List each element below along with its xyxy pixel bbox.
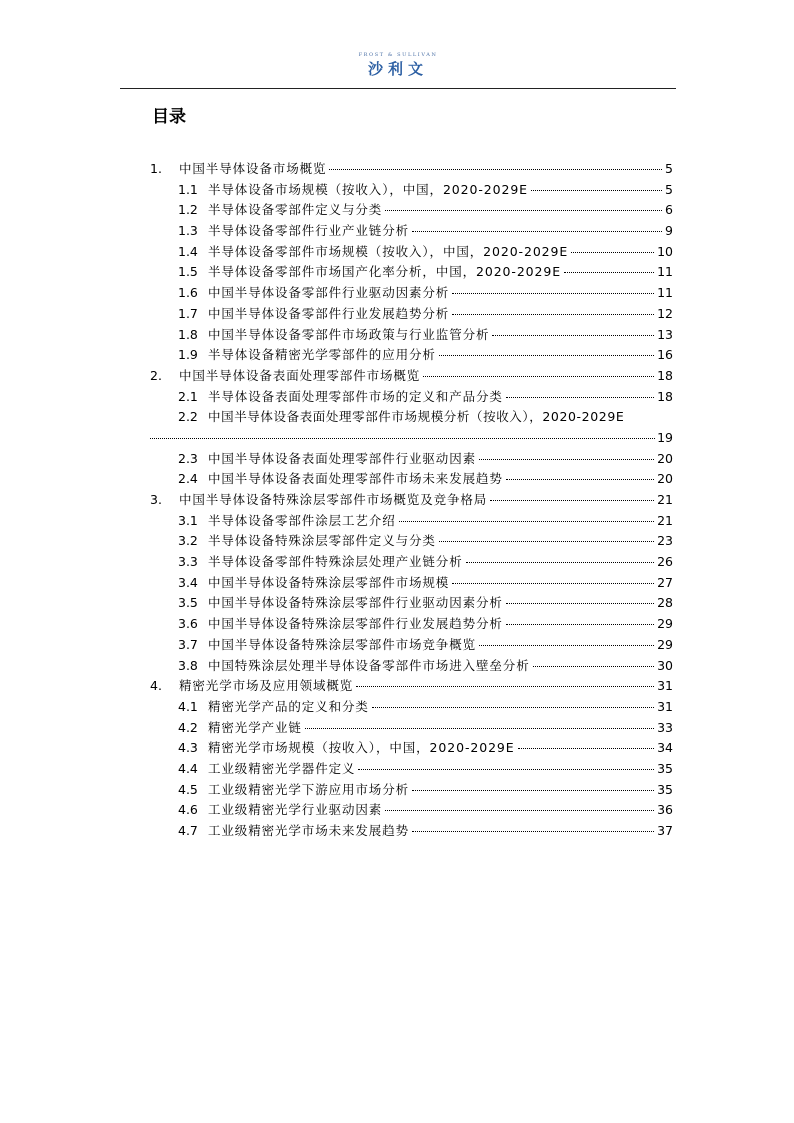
toc-entry-page: 29 xyxy=(657,616,673,632)
toc-entry-number: 1.6 xyxy=(178,285,198,301)
toc-entry-page: 36 xyxy=(657,802,673,818)
toc-entry-4-3[interactable] xyxy=(150,738,673,759)
toc-entry-number: 3.8 xyxy=(178,657,198,673)
toc-entry-number: 1.7 xyxy=(178,305,198,321)
toc-entry-number: 1.1 xyxy=(178,181,198,197)
toc-entry-page: 37 xyxy=(657,823,673,838)
toc-entry-page: 12 xyxy=(657,305,673,321)
toc-entry-text: 工业级精密光学器件定义 xyxy=(208,760,356,776)
toc-entry-page: 21 xyxy=(657,492,673,507)
dot-leader xyxy=(533,666,654,667)
toc-entry-1-5[interactable] xyxy=(150,262,673,283)
toc-entry-3-8[interactable] xyxy=(150,656,673,677)
toc-entry-number: 3.6 xyxy=(178,616,198,632)
toc-entry-page: 28 xyxy=(657,595,673,611)
dot-leader xyxy=(439,355,654,356)
toc-entry-number: 2. xyxy=(150,367,162,383)
toc-entry-page: 31 xyxy=(657,678,673,694)
toc-entry-page: 18 xyxy=(657,367,673,383)
toc-entry-text: 半导体设备特殊涂层零部件定义与分类 xyxy=(208,533,436,549)
toc-title: 目录 xyxy=(152,107,186,127)
toc-entry-2-1[interactable] xyxy=(150,387,673,408)
toc-entry-2-2-continued[interactable] xyxy=(150,428,673,449)
toc-entry-text: 中国半导体设备表面处理零部件行业驱动因素 xyxy=(208,450,477,466)
toc-entry-3-1[interactable] xyxy=(150,511,673,532)
toc-entry-page: 9 xyxy=(665,223,673,239)
dot-leader xyxy=(506,624,654,625)
dot-leader xyxy=(506,479,654,480)
toc-entry-number: 4.5 xyxy=(178,781,198,797)
toc-entry-text: 精密光学市场规模（按收入），中国，2020-2029E xyxy=(208,740,515,756)
toc-entry-page: 5 xyxy=(665,161,673,176)
toc-entry-number: 4.3 xyxy=(178,740,198,756)
toc-entry-page: 29 xyxy=(657,636,673,652)
toc-entry-text: 中国半导体设备特殊涂层零部件市场规模 xyxy=(208,574,450,590)
toc-entry-1-7[interactable] xyxy=(150,304,673,325)
toc-entry-3-4[interactable] xyxy=(150,573,673,594)
toc-entry-number: 4. xyxy=(150,678,162,694)
toc-entry-1-1[interactable] xyxy=(150,180,673,201)
dot-leader xyxy=(423,376,654,377)
toc-entry-page: 6 xyxy=(665,202,673,218)
toc-entry-3-5[interactable] xyxy=(150,593,673,614)
toc-entry-2-2[interactable] xyxy=(150,407,673,428)
toc-entry-4-4[interactable] xyxy=(150,759,673,780)
toc-entry-page: 18 xyxy=(657,388,673,404)
toc-entry-page: 11 xyxy=(657,285,673,301)
toc-entry-page: 16 xyxy=(657,347,673,363)
toc-entry-number: 1. xyxy=(150,161,162,176)
toc-entry-4-1[interactable] xyxy=(150,697,673,718)
toc-entry-1-9[interactable] xyxy=(150,345,673,366)
toc-entry-number: 1.4 xyxy=(178,243,198,259)
toc-entry-page: 33 xyxy=(657,719,673,735)
toc-entry-text: 精密光学产业链 xyxy=(208,719,302,735)
dot-leader xyxy=(452,293,654,294)
toc-entry-number: 1.5 xyxy=(178,264,198,280)
toc-entry-4-2[interactable] xyxy=(150,718,673,739)
toc-entry-1[interactable] xyxy=(150,159,673,180)
dot-leader xyxy=(492,335,654,336)
toc-entry-text: 精密光学市场及应用领域概览 xyxy=(179,678,354,694)
toc-entry-number: 4.1 xyxy=(178,698,198,714)
toc-entry-page: 35 xyxy=(657,760,673,776)
dot-leader xyxy=(452,314,654,315)
toc-entry-1-2[interactable] xyxy=(150,200,673,221)
dot-leader xyxy=(506,397,654,398)
toc-entry-text: 半导体设备零部件涂层工艺介绍 xyxy=(208,512,396,528)
toc-entry-page: 35 xyxy=(657,781,673,797)
dot-leader xyxy=(490,500,654,501)
dot-leader xyxy=(412,790,654,791)
toc-entry-text: 半导体设备零部件市场国产化率分析，中国，2020-2029E xyxy=(208,264,562,280)
dot-leader xyxy=(518,748,655,749)
dot-leader xyxy=(531,190,662,191)
toc-entry-text: 中国半导体设备零部件行业驱动因素分析 xyxy=(208,285,450,301)
toc-entry-1-6[interactable] xyxy=(150,283,673,304)
toc-entry-text: 半导体设备精密光学零部件的应用分析 xyxy=(208,347,436,363)
toc-entry-number: 3. xyxy=(150,492,162,507)
toc-entry-4-5[interactable] xyxy=(150,780,673,801)
toc-entry-text: 中国半导体设备市场概览 xyxy=(179,161,327,176)
toc-entry-2-4[interactable] xyxy=(150,469,673,490)
dot-leader xyxy=(452,583,654,584)
toc-entry-number: 3.4 xyxy=(178,574,198,590)
dot-leader xyxy=(564,272,654,273)
dot-leader xyxy=(506,603,654,604)
dot-leader xyxy=(479,645,654,646)
toc-entry-number: 4.4 xyxy=(178,760,198,776)
toc-entry-number: 3.7 xyxy=(178,636,198,652)
dot-leader xyxy=(329,169,662,170)
toc-entry-text: 半导体设备零部件行业产业链分析 xyxy=(208,223,410,239)
toc-entry-page: 20 xyxy=(657,471,673,487)
toc-entry-number: 1.3 xyxy=(178,223,198,239)
toc-entry-number: 1.2 xyxy=(178,202,198,218)
dot-leader xyxy=(412,231,662,232)
toc-entry-number: 2.4 xyxy=(178,471,198,487)
toc-entry-page: 11 xyxy=(657,264,673,280)
toc-entry-3-2[interactable] xyxy=(150,531,673,552)
toc-entry-text: 半导体设备零部件市场规模（按收入），中国，2020-2029E xyxy=(208,243,569,259)
toc-entry-page: 30 xyxy=(657,657,673,673)
toc-entry-page: 27 xyxy=(657,574,673,590)
toc-entry-page: 31 xyxy=(657,698,673,714)
dot-leader xyxy=(479,459,654,460)
toc-entry-number: 4.7 xyxy=(178,823,198,838)
dot-leader xyxy=(466,562,654,563)
header-divider xyxy=(120,88,676,89)
dot-leader xyxy=(439,541,654,542)
toc-entry-4-7[interactable] xyxy=(150,821,673,842)
toc-entry-number: 3.1 xyxy=(178,512,198,528)
dot-leader xyxy=(385,810,654,811)
toc-entry-text: 中国特殊涂层处理半导体设备零部件市场进入壁垒分析 xyxy=(208,657,530,673)
toc-entry-2-3[interactable] xyxy=(150,449,673,470)
toc-entry-page: 13 xyxy=(657,326,673,342)
toc-entry-text: 中国半导体设备表面处理零部件市场未来发展趋势 xyxy=(208,471,503,487)
dot-leader xyxy=(571,252,654,253)
dot-leader xyxy=(150,438,655,439)
toc-entry-page: 26 xyxy=(657,554,673,570)
dot-leader xyxy=(399,521,654,522)
toc-entry-number: 3.2 xyxy=(178,533,198,549)
toc-entry-number: 2.2 xyxy=(178,409,198,425)
toc-entry-number: 1.9 xyxy=(178,347,198,363)
toc-entry-text: 中国半导体设备特殊涂层零部件市场概览及竞争格局 xyxy=(179,492,488,507)
toc-entry-page: 34 xyxy=(657,740,673,756)
table-of-contents xyxy=(150,159,673,842)
page-header xyxy=(120,52,676,90)
toc-entry-text: 精密光学产品的定义和分类 xyxy=(208,698,369,714)
toc-entry-1-3[interactable] xyxy=(150,221,673,242)
toc-entry-page: 10 xyxy=(657,243,673,259)
toc-entry-number: 1.8 xyxy=(178,326,198,342)
toc-entry-3-6[interactable] xyxy=(150,614,673,635)
toc-entry-text: 半导体设备零部件定义与分类 xyxy=(208,202,383,218)
toc-entry-1-4[interactable] xyxy=(150,242,673,263)
toc-entry-text: 半导体设备市场规模（按收入），中国，2020-2029E xyxy=(208,181,528,197)
toc-entry-text: 中国半导体设备零部件行业发展趋势分析 xyxy=(208,305,450,321)
toc-entry-text: 中国半导体设备特殊涂层零部件行业驱动因素分析 xyxy=(208,595,503,611)
dot-leader xyxy=(358,769,654,770)
toc-entry-page: 19 xyxy=(657,429,673,445)
toc-entry-text: 工业级精密光学行业驱动因素 xyxy=(208,802,383,818)
dot-leader xyxy=(372,707,654,708)
toc-entry-number: 2.1 xyxy=(178,388,198,404)
dot-leader xyxy=(305,728,654,729)
toc-entry-number: 3.3 xyxy=(178,554,198,570)
toc-entry-4[interactable] xyxy=(150,676,673,697)
toc-entry-text: 半导体设备零部件特殊涂层处理产业链分析 xyxy=(208,554,463,570)
toc-entry-page: 5 xyxy=(665,181,673,197)
toc-entry-text: 工业级精密光学市场未来发展趋势 xyxy=(208,823,410,838)
toc-entry-page: 23 xyxy=(657,533,673,549)
toc-entry-text: 中国半导体设备零部件市场政策与行业监管分析 xyxy=(208,326,490,342)
toc-entry-number: 4.2 xyxy=(178,719,198,735)
toc-entry-text: 中国半导体设备特殊涂层零部件行业发展趋势分析 xyxy=(208,616,503,632)
toc-entry-4-6[interactable] xyxy=(150,800,673,821)
toc-entry-text: 半导体设备表面处理零部件市场的定义和产品分类 xyxy=(208,388,503,404)
toc-entry-text: 中国半导体设备表面处理零部件市场概览 xyxy=(179,367,421,383)
brand-name-en: FROST & SULLIVAN xyxy=(358,52,438,58)
toc-entry-3[interactable] xyxy=(150,490,673,511)
toc-entry-text: 中国半导体设备特殊涂层零部件市场竞争概览 xyxy=(208,636,477,652)
toc-entry-page: 20 xyxy=(657,450,673,466)
brand-logo: 沙利文 xyxy=(367,60,428,78)
toc-entry-2[interactable] xyxy=(150,366,673,387)
dot-leader xyxy=(412,831,654,832)
toc-entry-3-3[interactable] xyxy=(150,552,673,573)
toc-entry-text: 工业级精密光学下游应用市场分析 xyxy=(208,781,410,797)
toc-entry-number: 3.5 xyxy=(178,595,198,611)
toc-entry-page: 21 xyxy=(657,512,673,528)
toc-entry-number: 2.3 xyxy=(178,450,198,466)
dot-leader xyxy=(385,210,662,211)
toc-entry-1-8[interactable] xyxy=(150,325,673,346)
toc-entry-text: 中国半导体设备表面处理零部件市场规模分析（按收入），2020-2029E xyxy=(208,409,625,425)
toc-entry-number: 4.6 xyxy=(178,802,198,818)
toc-entry-3-7[interactable] xyxy=(150,635,673,656)
dot-leader xyxy=(356,686,654,687)
